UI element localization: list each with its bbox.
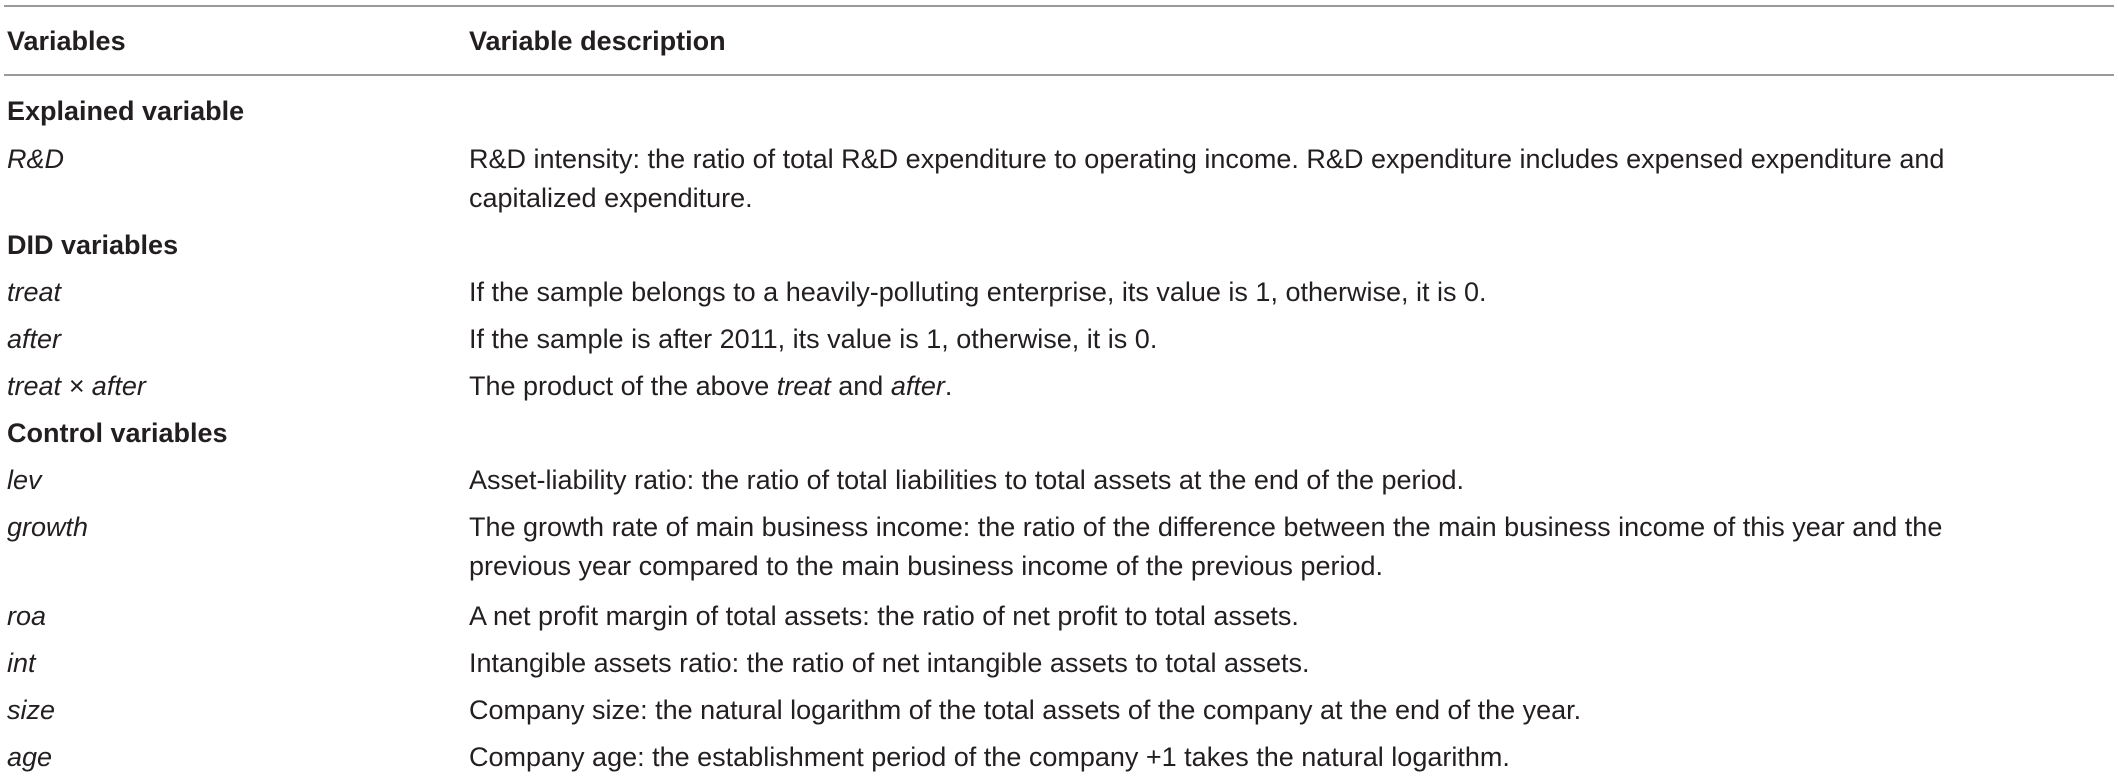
description-rd-line2: capitalized expenditure.	[469, 183, 753, 213]
description-em-after: after	[890, 371, 945, 401]
description-rd-line1: R&D intensity: the ratio of total R&D expenditure to operating income. R&D expenditure includes expensed expenditure and	[469, 144, 1945, 174]
description-age: Company age: the establishment period of the company +1 takes the natural logarithm.	[469, 742, 1510, 772]
variables-table	[4, 0, 2114, 780]
description-em-treat: treat	[776, 371, 831, 401]
description-after: If the sample is after 2011, its value is 1, otherwise, it is 0.	[469, 324, 1158, 354]
description-prefix: The product of the above	[469, 371, 777, 401]
top-rule	[4, 5, 2114, 7]
description-int: Intangible assets ratio: the ratio of net intangible assets to total assets.	[469, 648, 1310, 678]
variable-treat-x-after: treat × after	[7, 371, 146, 401]
variable-roa: roa	[7, 601, 47, 631]
variable-growth: growth	[7, 512, 89, 542]
description-suffix: .	[944, 371, 953, 401]
variable-after: after	[7, 324, 62, 354]
variable-int: int	[7, 648, 36, 678]
section-title-did: DID variables	[7, 230, 179, 260]
section-title-explained: Explained variable	[7, 96, 245, 126]
description-treat-x-after	[469, 366, 952, 406]
section-title-control: Control variables	[7, 418, 228, 448]
header-rule	[4, 74, 2114, 76]
description-roa: A net profit margin of total assets: the ratio of net profit to total assets.	[469, 601, 1299, 631]
variable-lev: lev	[7, 465, 42, 495]
description-treat: If the sample belongs to a heavily-polluting enterprise, its value is 1, otherwise, it is 0.	[469, 277, 1487, 307]
description-size: Company size: the natural logarithm of the total assets of the company at the end of the year.	[469, 695, 1582, 725]
variable-treat: treat	[7, 277, 62, 307]
description-lev: Asset-liability ratio: the ratio of total liabilities to total assets at the end of the period.	[469, 465, 1465, 495]
header-variable-description: Variable description	[469, 26, 726, 56]
header-variables: Variables	[7, 26, 126, 56]
variable-age: age	[7, 742, 53, 772]
description-growth-line1: The growth rate of main business income: the ratio of the difference between the main business income of this year and the	[469, 512, 1943, 542]
description-mid: and	[830, 371, 891, 401]
variable-rd: R&D	[7, 144, 65, 174]
description-growth-line2: previous year compared to the main business income of the previous period.	[469, 551, 1383, 581]
variable-size: size	[7, 695, 56, 725]
